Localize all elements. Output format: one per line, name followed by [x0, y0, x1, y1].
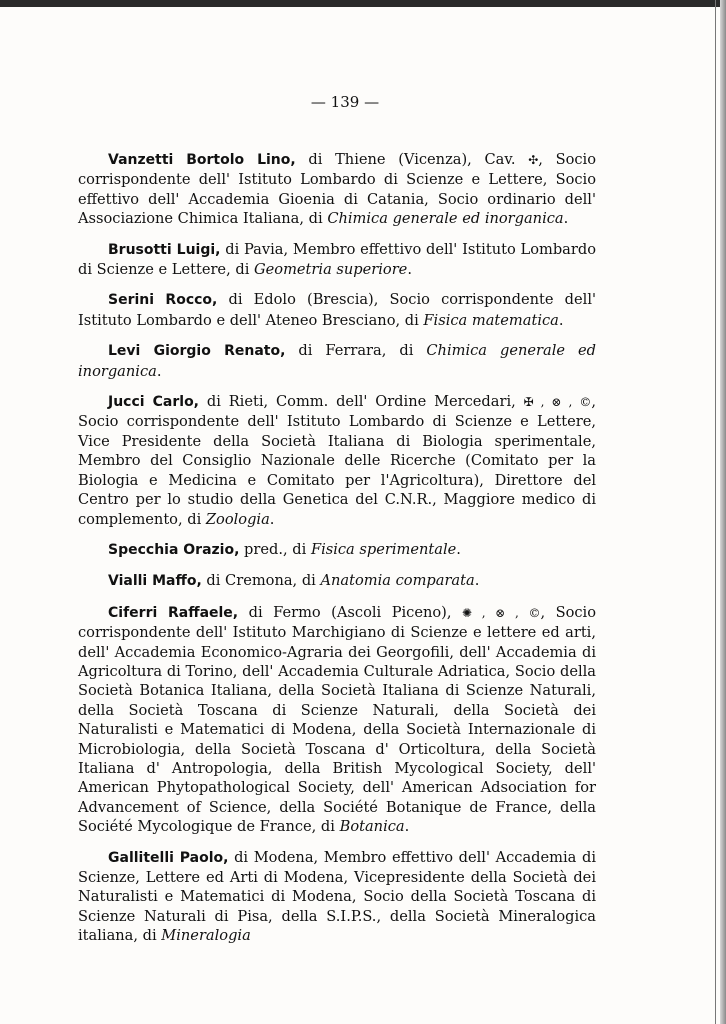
entry-name: Specchia Orazio, — [108, 541, 240, 558]
entry-gallitelli — [78, 848, 596, 946]
entry-text: di Ferrara, di — [285, 342, 427, 360]
entry-text: di Modena, Membro effettivo dell' Accademia di Scienze, Lettere ed Arti di Modena, Vicepresidente della Società dei Naturalisti e Matematici di Modena, Socio della Società Toscana di Scienze Naturali di Pisa, della S.I.P.S., della Società Mineralogica italiana, di — [78, 848, 596, 945]
entry-subject: Mineralogia — [161, 927, 251, 945]
entry-text: , Socio corrispondente dell' Istituto Marchigiano di Scienze e lettere ed arti, dell' Accademia Economico-Agraria dei Georgofili, dell' Accademia di Agricoltura di Torino, dell' Accademia Culturale Adriatica, Socio della Società Botanica Italiana, della Società Italiana di Scienze Naturali, della Società Toscana di Scienze Naturali, della Società dei Naturalisti e Matematici di Modena, della Società Internazionale di Microbiologia, della Società Toscana d' Orticoltura, della Società Italiana d' Antropologia, della British Mycological Society, dell' American Phytopathological Society, dell' American Adsociation for Advancement of Science, della Société Botanique de France, della Société Mycologique de France, di — [78, 603, 596, 836]
entry-brusotti: Brusotti Luigi, di Pavia, Membro effettivo dell' Istituto Lombardo di Scienze e Lettere, di Geometria superiore. — [78, 240, 596, 279]
entry-name: Ciferri Raffaele, — [108, 604, 239, 621]
entry-name: Vanzetti Bortolo Lino, — [108, 152, 296, 168]
honor-symbol: ✠ , ⊗ , © — [523, 395, 592, 410]
entry-subject: Fisica matematica — [423, 311, 559, 329]
entry-subject: Geometria superiore — [254, 261, 408, 279]
entry-text: di Fermo (Ascoli Piceno), — [238, 603, 463, 621]
entry-ciferri: Ciferri Raffaele, di Fermo (Ascoli Piceno), ✺ , ⊗ , ©, Socio corrispondente dell' Istituto Marchigiano di Scienze e lettere ed arti, dell' Accademia Economico-Agraria dei Georgofili, dell' Accademia di Agricoltura di Torino, dell' Accademia Culturale Adriatica, Socio della Società Botanica Italiana, della Società Italiana di Scienze Naturali, della Società Toscana di Scienze Naturali, della Società dei Naturalisti e Matematici di Modena, della Società Internazionale di Microbiologia, della Società Toscana d' Orticoltura, della Società Italiana d' Antropologia, della British Mycological Society, dell' American Phytopathological Society, dell' American Adsociation for Advancement of Science, della Société Botanique de France, della Société Mycologique de France, di Botanica. — [78, 603, 596, 836]
entry-name: Gallitelli Paolo, — [108, 849, 229, 866]
entry-subject: Chimica generale ed inorganica — [78, 342, 596, 380]
entry-subject: Chimica generale ed inorganica — [327, 210, 564, 228]
entry-text: , Socio corrispondente dell' Istituto Lombardo di Scienze e Lettere, Vice Presidente della Società Italiana di Biologia sperimentale, Membro del Consiglio Nazionale delle Ricerche (Comitato per la Biologia e Medicina e Comitato per l'Agricoltura), Direttore del Centro per lo studio della Genetica del C.N.R., Maggiore medico di complemento, di — [78, 393, 597, 528]
entry-text: di Thiene (Vicenza), Cav. — [295, 151, 529, 168]
entry-subject: Anatomia comparata — [320, 572, 475, 590]
entry-text: pred., di — [239, 540, 311, 558]
entry-vialli: Vialli Maffo, di Cremona, di Anatomia comparata. — [108, 572, 480, 590]
entry-name: Serini Rocco, — [108, 292, 218, 309]
scan-right-edge — [720, 0, 726, 1024]
honor-symbol: ✺ , ⊗ , © — [462, 605, 541, 620]
entry-name: Vialli Maffo, — [108, 573, 202, 590]
entry-subject: Botanica — [339, 818, 405, 836]
entry-name: Brusotti Luigi, — [108, 241, 221, 258]
entry-name: Jucci Carlo, — [108, 394, 200, 411]
scan-top-border — [0, 0, 726, 7]
entry-text: , Socio corrispondente dell' Istituto Lombardo di Scienze e Lettere, Socio effettivo dell' Accademia Gioenia di Catania, Socio ordinario dell' Associazione Chimica Italiana, di — [78, 151, 596, 228]
honor-symbol: ✣ — [528, 153, 539, 167]
entry-text: di Cremona, di — [201, 572, 321, 590]
entry-text: di Rieti, Comm. dell' Ordine Mercedari, — [199, 393, 524, 411]
entry-levi: Levi Giorgio Renato, di Ferrara, di Chimica generale ed inorganica. — [78, 342, 596, 380]
entry-subject: Fisica sperimentale — [310, 540, 457, 558]
page-number: — 139 — — [310, 93, 380, 111]
page-body — [78, 150, 596, 957]
entry-jucci: Jucci Carlo, di Rieti, Comm. dell' Ordine Mercedari, ✠ , ⊗ , ©, Socio corrispondente dell' Istituto Lombardo di Scienze e Lettere, Vice Presidente della Società Italiana di Biologia sperimentale, Membro del Consiglio Nazionale delle Ricerche (Comitato per la Biologia e Medicina e Comitato per l'Agricoltura), Direttore del Centro per lo studio della Genetica del C.N.R., Maggiore medico di complemento, di Zoologia. — [78, 393, 597, 528]
entry-specchia: Specchia Orazio, pred., di Fisica sperimentale. — [108, 540, 461, 558]
entry-text: di Edolo (Brescia), Socio corrispondente dell' Istituto Lombardo e dell' Ateneo Bresciano, di — [78, 291, 597, 329]
entry-vanzetti: Vanzetti Bortolo Lino, di Thiene (Vicenza), Cav. ✣, Socio corrispondente dell' Istituto Lombardo di Scienze e Lettere, Socio effettivo dell' Accademia Gioenia di Catania, Socio ordinario dell' Associazione Chimica Italiana, di Chimica generale ed inorganica. — [78, 151, 596, 228]
scan-right-rule — [715, 0, 716, 1024]
entry-subject: Zoologia — [205, 510, 270, 528]
entry-name: Levi Giorgio Renato, — [108, 343, 286, 360]
entry-text: di Pavia, Membro effettivo dell' Istituto Lombardo di Scienze e Lettere, di — [78, 240, 596, 279]
entry-serini: Serini Rocco, di Edolo (Brescia), Socio corrispondente dell' Istituto Lombardo e dell' Ateneo Bresciano, di Fisica matematica. — [78, 291, 597, 329]
